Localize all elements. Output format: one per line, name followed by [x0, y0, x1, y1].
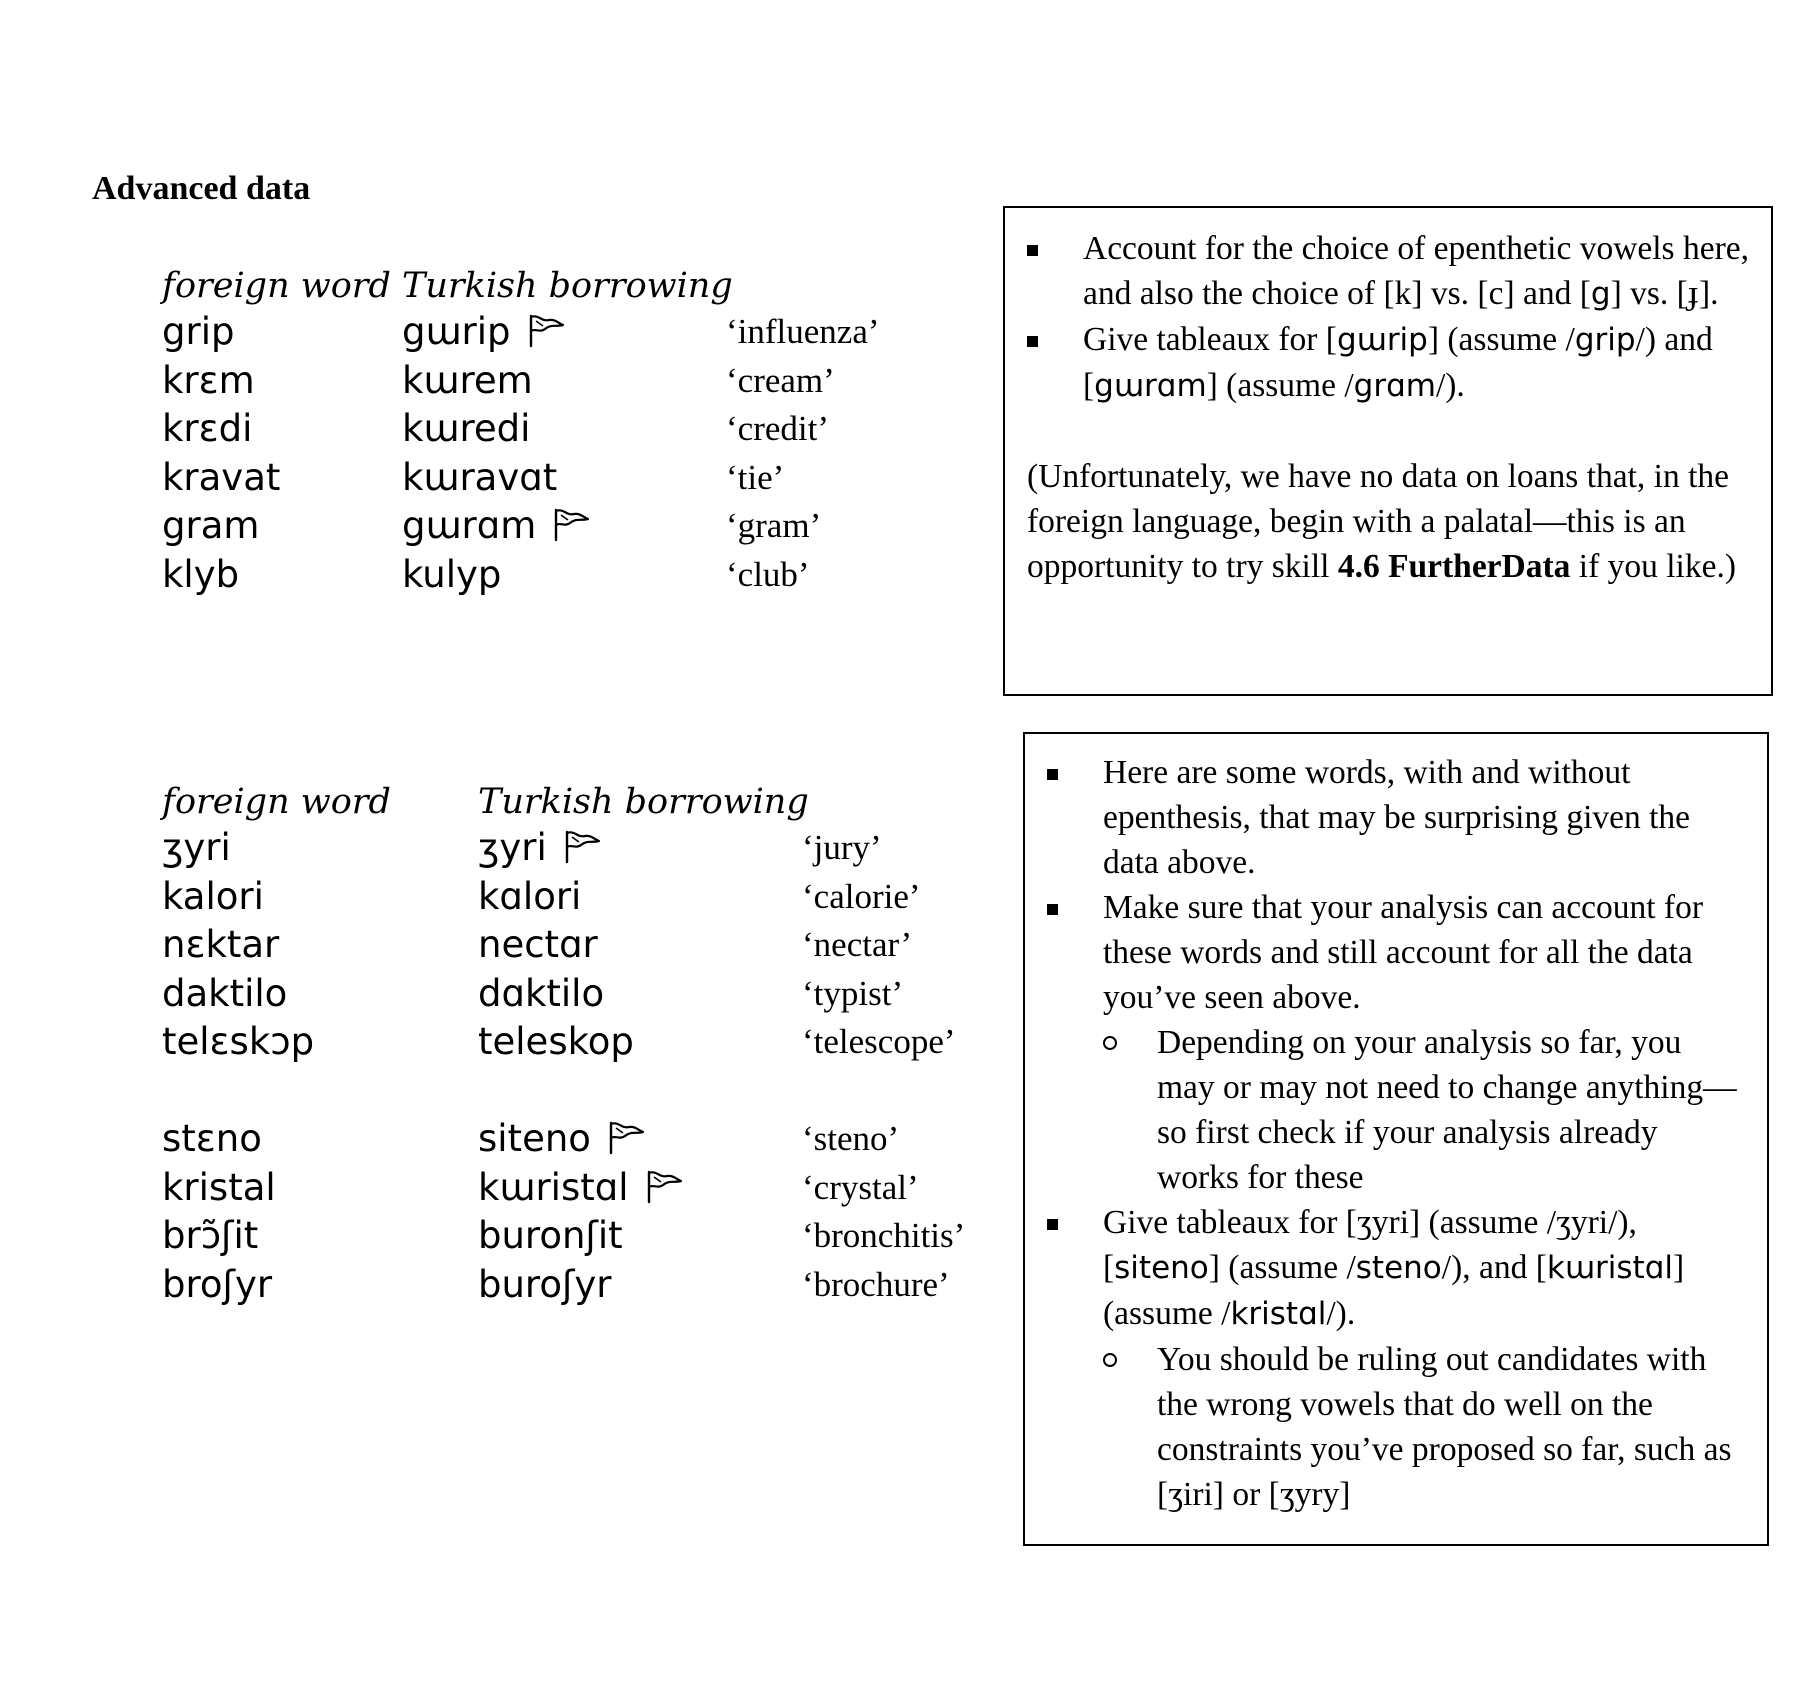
- turkish-borrowing-header: Turkish borrowing: [402, 266, 733, 306]
- ipa-segment: kɯristɑl: [1546, 1250, 1673, 1286]
- turkish-word: teleskop: [478, 1020, 634, 1063]
- turkish-word: kɯristɑl: [478, 1165, 629, 1209]
- instruction-text: Give tableaux for [ʒyri] (assume /ʒyri/), [: [1103, 1204, 1637, 1286]
- gloss: ‘tie’: [726, 457, 785, 497]
- turkish-borrowing: [478, 1212, 623, 1262]
- turkish-word: nectɑr: [478, 923, 598, 966]
- flag-icon: [643, 1168, 683, 1204]
- flag-icon: [605, 1119, 645, 1155]
- square-bullet-icon: [1047, 1219, 1058, 1230]
- table-row: [162, 454, 982, 503]
- instruction-text: ] (assume /: [1208, 1249, 1356, 1286]
- foreign-word-header: foreign word: [162, 266, 391, 306]
- circle-bullet-icon: [1103, 1036, 1117, 1050]
- gloss: ‘bronchitis’: [802, 1216, 966, 1255]
- turkish-borrowing: [478, 873, 581, 923]
- foreign-word: stɛno: [162, 1117, 262, 1160]
- instructions-box-1: [1003, 206, 1773, 696]
- circle-bullet-icon: [1103, 1353, 1117, 1367]
- turkish-borrowing: [478, 1261, 612, 1311]
- sub-item: [1103, 1020, 1745, 1200]
- instruction-list: [1047, 750, 1745, 1517]
- ipa-segment: gɯrɑm: [1094, 368, 1207, 404]
- table-row: [162, 970, 992, 1019]
- flag-icon: [525, 312, 565, 348]
- skill-reference: 4.6 FurtherData: [1337, 548, 1571, 585]
- foreign-word: kravat: [162, 455, 281, 499]
- instruction-text: Give tableaux for [: [1083, 321, 1337, 358]
- foreign-word: daktilo: [162, 971, 288, 1015]
- turkish-borrowing: [478, 824, 601, 874]
- ipa-segment: gɯrip: [1336, 322, 1428, 358]
- instruction-text: /).: [1435, 367, 1465, 404]
- note-text: (Unfortunately, we have no data on loans that, in the foreign language, begin with a palatal—this is an opportunity to try skill: [1027, 458, 1730, 585]
- foreign-word: telɛskɔp: [162, 1020, 315, 1063]
- foreign-word: ʒyri: [162, 826, 231, 869]
- turkish-word: siteno: [478, 1117, 591, 1160]
- instruction-text: ] (assume /: [1103, 1249, 1685, 1332]
- gloss: ‘credit’: [726, 409, 829, 448]
- sub-item: [1103, 1337, 1745, 1517]
- ipa-segment: grip: [1574, 322, 1636, 358]
- sub-list: [1103, 1020, 1745, 1200]
- ipa-segment: steno: [1355, 1250, 1442, 1286]
- turkish-word: kɯredi: [402, 407, 531, 450]
- instruction-text: ] (assume /: [1427, 321, 1575, 358]
- gloss: ‘calorie’: [802, 876, 921, 916]
- section-heading: Advanced data: [92, 170, 311, 207]
- gloss: ‘steno’: [802, 1119, 900, 1158]
- gloss: ‘crystal’: [802, 1167, 919, 1207]
- foreign-word: gram: [162, 504, 260, 547]
- gloss: ‘influenza’: [726, 312, 880, 351]
- sub-item-text: You should be ruling out candidates with the wrong vowels that do well on the constraints you’ve proposed so far, such as [ʒiri] or [ʒyry]: [1157, 1341, 1732, 1513]
- turkish-borrowing: [478, 970, 604, 1020]
- flag-icon: [561, 828, 601, 864]
- turkish-borrowing: [402, 308, 565, 358]
- square-bullet-icon: [1027, 245, 1038, 256]
- table-row: [162, 1164, 992, 1213]
- table-row: [162, 357, 982, 406]
- table-row: [162, 551, 982, 600]
- foreign-word: kristal: [162, 1165, 276, 1209]
- gloss: ‘telescope’: [802, 1022, 956, 1061]
- gloss: ‘nectar’: [802, 925, 913, 964]
- table-header-row: [162, 778, 992, 824]
- square-bullet-icon: [1047, 904, 1058, 915]
- turkish-borrowing: [478, 921, 598, 971]
- instruction-text: Here are some words, with and without epenthesis, that may be surprising given the data above.: [1103, 754, 1691, 881]
- instruction-text: /), and [: [1441, 1249, 1547, 1286]
- turkish-word: kulyp: [402, 552, 502, 596]
- instruction-list: [1027, 226, 1749, 409]
- instruction-item: [1047, 885, 1745, 1200]
- ipa-segment: kristɑl: [1230, 1296, 1327, 1332]
- foreign-word: klyb: [162, 552, 240, 596]
- turkish-borrowing-header: Turkish borrowing: [478, 782, 809, 822]
- table-row: [162, 824, 992, 873]
- borrowing-table-2: [162, 778, 992, 1309]
- foreign-word: kalori: [162, 874, 264, 918]
- instruction-item: [1047, 1200, 1745, 1517]
- gloss: ‘jury’: [802, 828, 882, 867]
- turkish-word: kɯravɑt: [402, 455, 558, 499]
- instruction-item: [1047, 750, 1745, 885]
- instruction-item: [1027, 317, 1749, 409]
- square-bullet-icon: [1047, 769, 1058, 780]
- gloss: ‘gram’: [726, 506, 822, 545]
- turkish-word: ʒyri: [478, 826, 547, 869]
- turkish-word: kɑlori: [478, 874, 582, 918]
- turkish-borrowing: [478, 1164, 683, 1214]
- instruction-text: Make sure that your analysis can account for these words and still account for all the data you’ve seen above.: [1103, 889, 1703, 1016]
- turkish-word: gɯrip: [402, 310, 511, 353]
- table-header-row: [162, 262, 982, 308]
- turkish-borrowing: [478, 1115, 645, 1165]
- foreign-word-header: foreign word: [162, 782, 391, 822]
- table-row: [162, 1115, 992, 1164]
- turkish-word: kɯrem: [402, 358, 533, 402]
- table-row: [162, 502, 982, 551]
- instruction-text: ] (assume /: [1206, 367, 1354, 404]
- gloss: ‘brochure’: [802, 1264, 950, 1304]
- table-row: [162, 1261, 992, 1310]
- instruction-text: /) and [: [1083, 321, 1713, 404]
- turkish-word: dɑktilo: [478, 971, 605, 1015]
- ipa-segment: siteno: [1114, 1250, 1209, 1286]
- turkish-word: buroʃyr: [478, 1262, 612, 1306]
- ipa-segment: g: [1590, 276, 1611, 312]
- foreign-word: grip: [162, 310, 235, 353]
- turkish-borrowing: [402, 454, 557, 504]
- sub-list: [1103, 1337, 1745, 1517]
- turkish-borrowing: [402, 502, 590, 552]
- foreign-word: krɛm: [162, 358, 255, 402]
- square-bullet-icon: [1027, 336, 1038, 347]
- turkish-word: gɯrɑm: [402, 504, 537, 547]
- gloss: ‘cream’: [726, 360, 835, 400]
- gloss: ‘typist’: [802, 973, 904, 1013]
- instruction-item: [1027, 226, 1749, 317]
- instruction-text: Account for the choice of epenthetic vowels here, and also the choice of [k] vs. [c] and [: [1083, 230, 1749, 312]
- table-row: [162, 1212, 992, 1261]
- gloss: ‘club’: [726, 554, 810, 594]
- turkish-borrowing: [478, 1018, 634, 1068]
- turkish-borrowing: [402, 405, 530, 455]
- note-text: if you like.): [1570, 548, 1737, 585]
- foreign-word: krɛdi: [162, 407, 253, 450]
- instruction-text: /).: [1326, 1295, 1356, 1332]
- ipa-segment: grɑm: [1353, 368, 1436, 404]
- table-row: [162, 873, 992, 922]
- table-row: [162, 308, 982, 357]
- borrowing-table-1: [162, 262, 982, 599]
- sub-item-text: Depending on your analysis so far, you may or may not need to change anything—so first check if your analysis already works for these: [1157, 1024, 1737, 1196]
- note-paragraph: [1027, 454, 1749, 589]
- turkish-borrowing: [402, 357, 533, 407]
- table-row: [162, 405, 982, 454]
- table-row: [162, 1018, 992, 1067]
- turkish-word: buronʃit: [478, 1214, 623, 1257]
- foreign-word: broʃyr: [162, 1262, 273, 1306]
- table-row: [162, 921, 992, 970]
- foreign-word: nɛktar: [162, 923, 280, 966]
- turkish-borrowing: [402, 551, 501, 601]
- instruction-text: ] vs. [ɟ].: [1610, 275, 1719, 312]
- foreign-word: brɔ̃ʃit: [162, 1214, 259, 1257]
- instructions-box-2: [1023, 732, 1769, 1546]
- flag-icon: [550, 506, 590, 542]
